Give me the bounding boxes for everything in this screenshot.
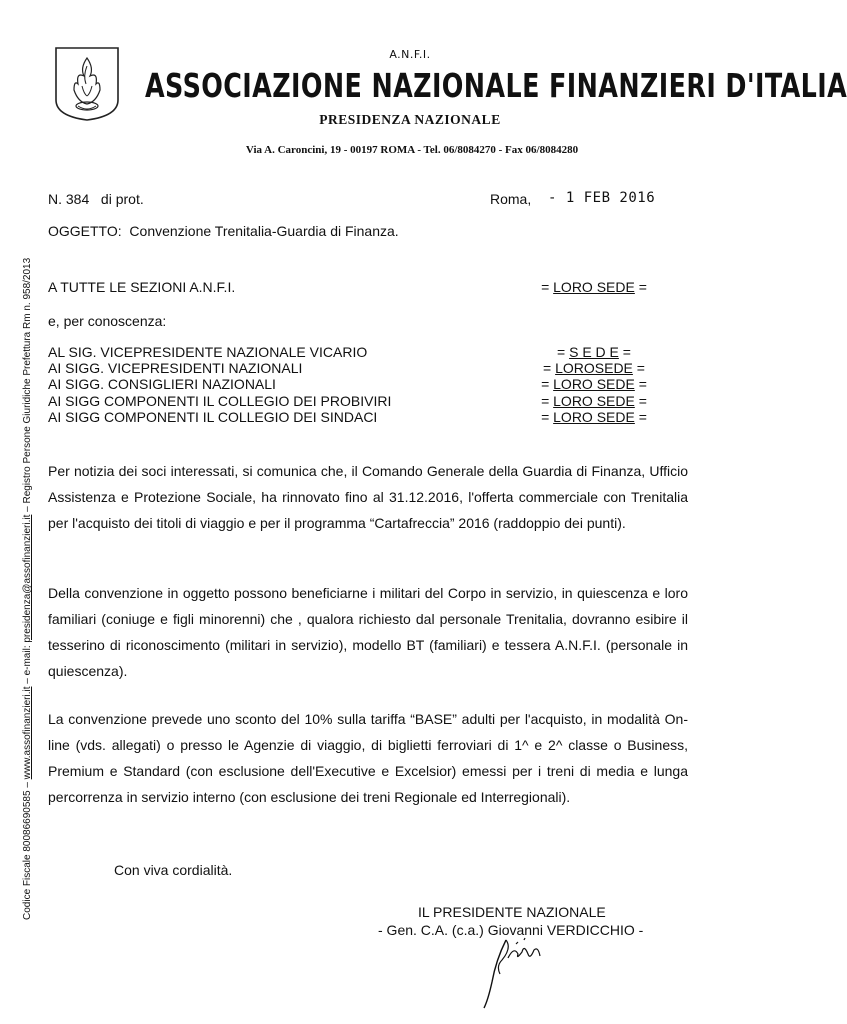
location-text: LORO SEDE — [553, 279, 635, 295]
letter-date-stamp: - 1 FEB 2016 — [548, 190, 656, 206]
signatory-name: - Gen. C.A. (c.a.) Giovanni VERDICCHIO - — [378, 922, 644, 938]
location-pre: = — [541, 279, 554, 295]
org-address: Via A. Caroncini, 19 - 00197 ROMA - Tel. 06/8084270 - Fax 06/8084280 — [245, 144, 579, 156]
location-post: = — [634, 279, 647, 295]
location-pre: = — [541, 409, 554, 425]
org-acronym: A.N.F.I. — [389, 48, 431, 61]
cc-label: e, per conoscenza: — [48, 313, 167, 329]
body-paragraph-2: Della convenzione in oggetto possono beneficiarne i militari del Corpo in servizio, in quiescenza e loro familiari (coniuge e figli minorenni) che , qualora richiesto dal personale Trenitalia, dovranno esibire il tesserino di riconoscimento (militari in servizio), modello BT (familiari) e tessera A.N.F.I. (personale in quiescenza). — [48, 585, 688, 679]
margin-legal-info — [22, 257, 33, 920]
location-text: LORO SEDE — [553, 376, 635, 392]
cc-recipient: AI SIGG. CONSIGLIERI NAZIONALI — [48, 376, 276, 392]
cc-recipient-location — [520, 408, 668, 426]
location-text: S E D E — [569, 344, 619, 360]
org-subtitle: PRESIDENZA NAZIONALE — [319, 112, 501, 127]
margin-email-link[interactable]: presidenza@assofinanzieri.it — [22, 514, 33, 643]
location-text: LORO SEDE — [553, 393, 635, 409]
signatory-title: IL PRESIDENTE NAZIONALE — [418, 904, 606, 920]
location-pre: = — [543, 360, 556, 376]
location-post: = — [632, 360, 645, 376]
org-name: ASSOCIAZIONE NAZIONALE FINANZIERI D'ITALIA — [145, 66, 847, 105]
cc-recipient: AL SIG. VICEPRESIDENTE NAZIONALE VICARIO — [48, 344, 368, 360]
location-text: LORO SEDE — [553, 409, 635, 425]
location-text: LOROSEDE — [555, 360, 633, 376]
cc-recipient: AI SIGG COMPONENTI IL COLLEGIO DEI SINDACI — [48, 409, 378, 425]
margin-fiscal-code: Codice Fiscale 80086690585 – — [22, 779, 33, 920]
cc-recipient: AI SIGG COMPONENTI IL COLLEGIO DEI PROBIVIRI — [48, 393, 392, 409]
primary-recipient-location — [520, 278, 668, 296]
protocol-number-label: N. 384 — [48, 191, 90, 207]
primary-recipient: A TUTTE LE SEZIONI A.N.F.I. — [48, 279, 236, 295]
cc-recipient: AI SIGG. VICEPRESIDENTI NAZIONALI — [48, 360, 303, 376]
body-paragraph-1: Per notizia dei soci interessati, si comunica che, il Comando Generale della Guardia di Finanza, Ufficio Assistenza e Protezione Sociale, ha rinnovato fino al 31.12.2016, l'offerta commerciale con Trenitalia per l'acquisto dei titoli di viaggio e per il programma “Cartafreccia” 2016 (raddoppio dei punti). — [48, 463, 688, 531]
protocol-number — [48, 190, 144, 208]
location-pre: = — [541, 376, 554, 392]
location-pre: = — [557, 344, 570, 360]
margin-registry: – Registro Persone Giuridiche Prefettura Rm n. 958/2013 — [22, 257, 33, 515]
letter-place: Roma, — [490, 191, 532, 207]
cc-recipient-location — [520, 375, 668, 393]
flame-emblem-icon — [54, 46, 120, 122]
location-post: = — [634, 376, 647, 392]
subject-line — [48, 222, 399, 240]
protocol-suffix: di prot. — [100, 191, 144, 207]
closing-salutation: Con viva cordialità. — [114, 862, 233, 878]
subject-text: Convenzione Trenitalia-Guardia di Finanza. — [129, 223, 399, 239]
body-paragraph-3: La convenzione prevede uno sconto del 10% sulla tariffa “BASE” adulti per l'acquisto, in modalità On-line (vds. allegati) o presso le Agenzie di viaggio, di biglietti ferroviari di 1^ e 2^ classe o Business, Premium e Standard (con esclusione dell'Executive e Excelsior) emessi per i treni di media e lunga percorrenza in servizio interno (con esclusione dei treni Regionale ed Interregionali). — [48, 711, 688, 805]
margin-website-link[interactable]: www.assofinanzieri.it — [22, 686, 33, 780]
location-post: = — [618, 344, 631, 360]
margin-email-label: – e-mail: — [22, 642, 33, 687]
location-post: = — [634, 409, 647, 425]
location-pre: = — [541, 393, 554, 409]
handwritten-signature — [472, 930, 562, 1010]
subject-label: OGGETTO: — [48, 223, 122, 239]
location-post: = — [634, 393, 647, 409]
